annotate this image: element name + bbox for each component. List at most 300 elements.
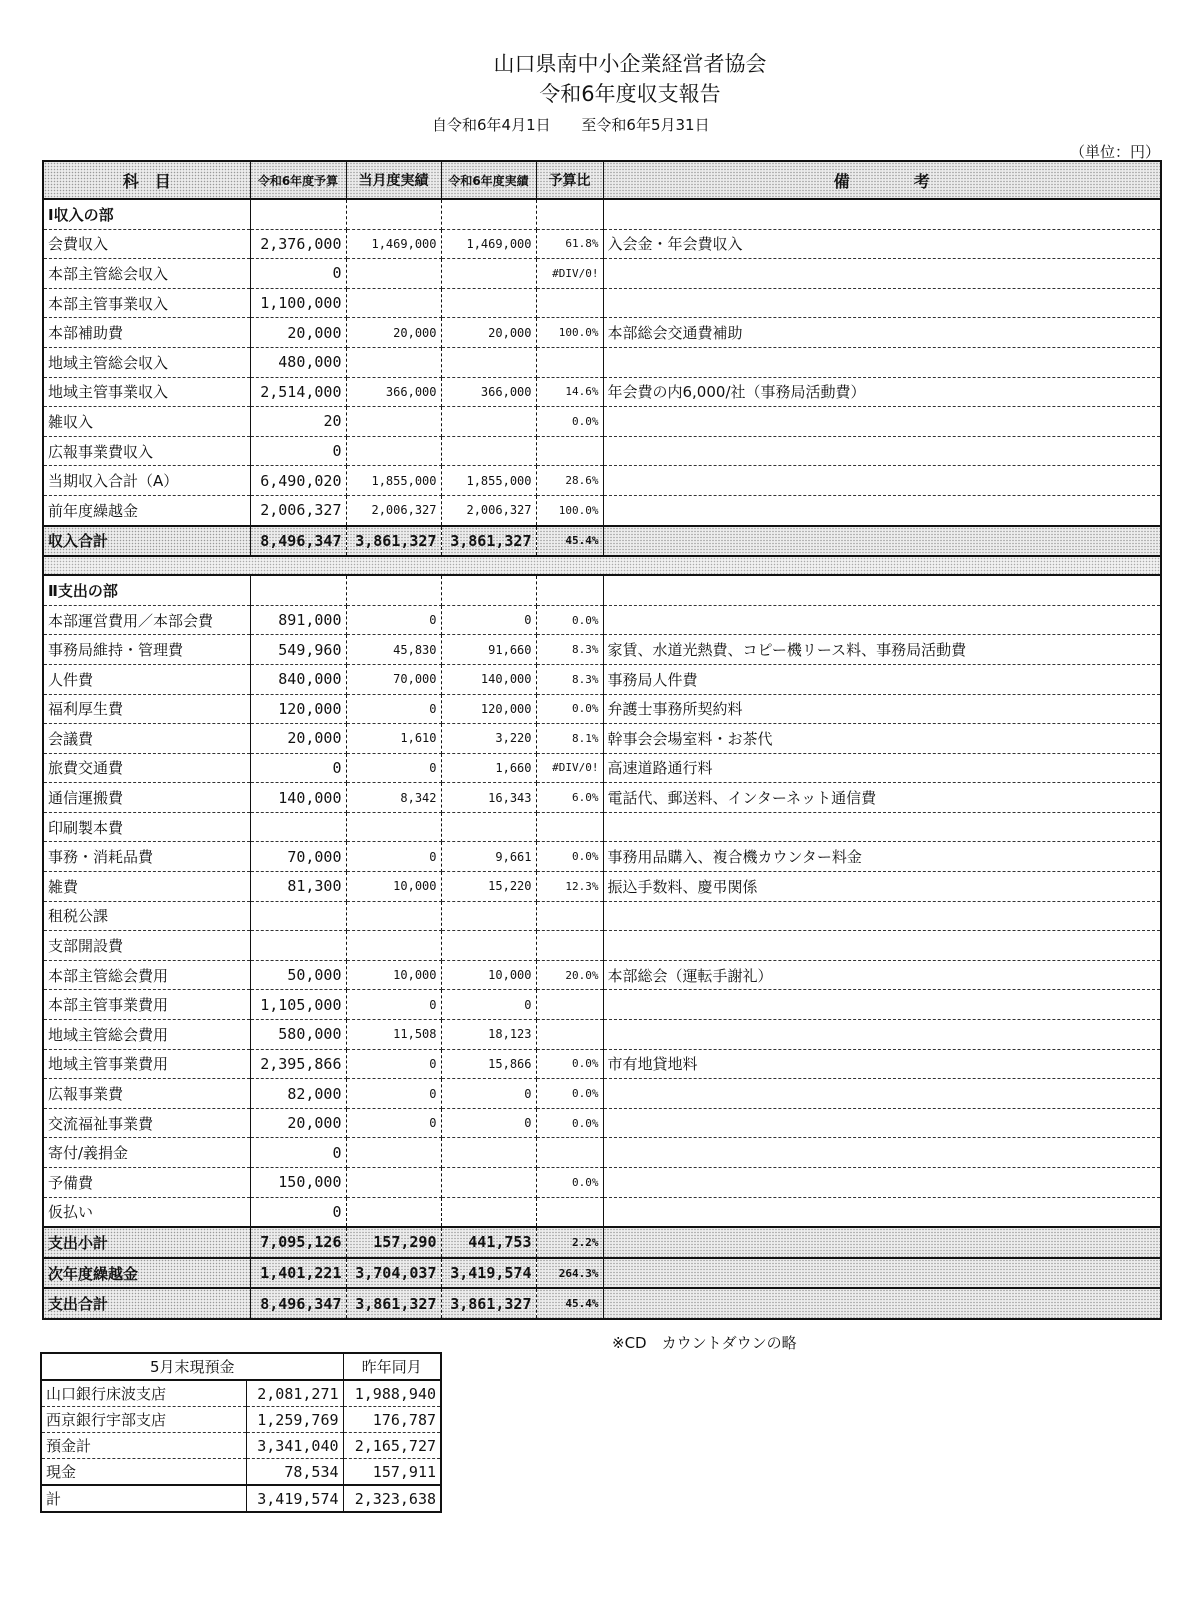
cell-year: 16,343 — [441, 783, 536, 813]
cell-note — [603, 407, 1161, 437]
table-row — [43, 377, 1161, 407]
report-period — [432, 114, 710, 135]
table-row — [43, 1079, 1161, 1109]
cell-item: 交流福祉事業費 — [43, 1108, 250, 1138]
cell-ratio: 0.0% — [536, 1168, 603, 1198]
cell-year: 120,000 — [441, 694, 536, 724]
table-row — [43, 872, 1161, 902]
cell-item: 仮払い — [43, 1197, 250, 1227]
deposit-prev: 176,787 — [343, 1407, 441, 1433]
cell-note — [603, 1108, 1161, 1138]
total-row — [43, 1227, 1161, 1258]
table-row — [43, 635, 1161, 665]
cell-item: 会議費 — [43, 724, 250, 754]
cell-year: 3,861,327 — [441, 526, 536, 557]
cell-ratio: 0.0% — [536, 694, 603, 724]
cell-year: 9,661 — [441, 842, 536, 872]
cell-month — [346, 199, 441, 229]
cell-item: 通信運搬費 — [43, 783, 250, 813]
cell-month: 2,006,327 — [346, 495, 441, 525]
table-row — [43, 694, 1161, 724]
table-row — [43, 1197, 1161, 1227]
deposit-label: 預金計 — [41, 1433, 246, 1459]
cell-note — [603, 1288, 1161, 1319]
cell-note: 家賃、水道光熱費、コピー機リース料、事務局活動費 — [603, 635, 1161, 665]
cell-year: 3,419,574 — [441, 1258, 536, 1289]
cell-budget: 8,496,347 — [250, 1288, 346, 1319]
cell-ratio — [536, 436, 603, 466]
cell-budget: 891,000 — [250, 605, 346, 635]
cell-item: 印刷製本費 — [43, 812, 250, 842]
cell-month: 0 — [346, 605, 441, 635]
cell-ratio — [536, 1197, 603, 1227]
cell-month: 70,000 — [346, 664, 441, 694]
cell-item: 本部運営費用／本部会費 — [43, 605, 250, 635]
deposit-prev-header: 昨年同月 — [343, 1353, 441, 1380]
cell-year — [441, 259, 536, 289]
cell-item: 地域主管事業費用 — [43, 1049, 250, 1079]
cell-ratio — [536, 347, 603, 377]
cell-ratio — [536, 288, 603, 318]
table-row — [43, 318, 1161, 348]
section-row — [43, 199, 1161, 229]
cell-ratio — [536, 1020, 603, 1050]
table-row — [43, 783, 1161, 813]
cell-month — [346, 288, 441, 318]
cell-month: 157,290 — [346, 1227, 441, 1258]
table-row — [43, 812, 1161, 842]
cell-note: 市有地貸地料 — [603, 1049, 1161, 1079]
cell-item: 旅費交通費 — [43, 753, 250, 783]
table-row — [43, 1168, 1161, 1198]
cell-ratio: 100.0% — [536, 495, 603, 525]
cell-ratio: 0.0% — [536, 842, 603, 872]
cell-budget: 549,960 — [250, 635, 346, 665]
cell-item: 本部主管総会費用 — [43, 960, 250, 990]
cell-budget: 1,100,000 — [250, 288, 346, 318]
cell-month: 11,508 — [346, 1020, 441, 1050]
cell-ratio: 45.4% — [536, 526, 603, 557]
table-row — [43, 753, 1161, 783]
cell-month: 8,342 — [346, 783, 441, 813]
deposit-prev: 1,988,940 — [343, 1380, 441, 1407]
cell-ratio — [536, 812, 603, 842]
cell-budget: 7,095,126 — [250, 1227, 346, 1258]
deposit-current: 2,081,271 — [246, 1380, 343, 1407]
cell-note — [603, 1168, 1161, 1198]
table-row — [43, 436, 1161, 466]
cell-note — [603, 526, 1161, 557]
cell-ratio — [536, 990, 603, 1020]
cell-budget: 1,105,000 — [250, 990, 346, 1020]
cell-ratio: 28.6% — [536, 466, 603, 496]
cell-budget: 840,000 — [250, 664, 346, 694]
table-row — [43, 1020, 1161, 1050]
cell-item: 本部補助費 — [43, 318, 250, 348]
cell-month — [346, 901, 441, 931]
cell-note: 入会金・年会費収入 — [603, 229, 1161, 259]
cell-year: 366,000 — [441, 377, 536, 407]
cell-note: 弁護士事務所契約料 — [603, 694, 1161, 724]
cell-note: 本部総会（運転手謝礼） — [603, 960, 1161, 990]
cell-ratio: #DIV/0! — [536, 753, 603, 783]
cell-ratio: 20.0% — [536, 960, 603, 990]
cell-ratio — [536, 575, 603, 605]
cell-note — [603, 1138, 1161, 1168]
table-header-row — [43, 161, 1161, 199]
cell-month — [346, 347, 441, 377]
cell-month: 45,830 — [346, 635, 441, 665]
cell-item: 本部主管総会収入 — [43, 259, 250, 289]
section-label: Ⅰ収入の部 — [43, 199, 250, 229]
table-row — [43, 605, 1161, 635]
cell-note — [603, 605, 1161, 635]
cell-month — [346, 1138, 441, 1168]
cell-ratio: 8.1% — [536, 724, 603, 754]
cell-month: 0 — [346, 842, 441, 872]
cell-ratio: 0.0% — [536, 407, 603, 437]
cell-month: 1,469,000 — [346, 229, 441, 259]
cell-budget: 82,000 — [250, 1079, 346, 1109]
cell-item: 寄付/義捐金 — [43, 1138, 250, 1168]
cell-budget: 6,490,020 — [250, 466, 346, 496]
cell-item: 事務・消耗品費 — [43, 842, 250, 872]
table-row — [43, 407, 1161, 437]
cell-month: 366,000 — [346, 377, 441, 407]
cell-month: 0 — [346, 1079, 441, 1109]
cell-item: 雑費 — [43, 872, 250, 902]
cell-year: 3,220 — [441, 724, 536, 754]
cell-note — [603, 466, 1161, 496]
cell-year — [441, 931, 536, 961]
cell-budget: 1,401,221 — [250, 1258, 346, 1289]
cell-ratio — [536, 901, 603, 931]
cell-month: 10,000 — [346, 960, 441, 990]
cell-note: 本部総会交通費補助 — [603, 318, 1161, 348]
deposit-header: 5月末現預金 — [41, 1353, 343, 1380]
deposit-row — [41, 1407, 441, 1433]
cell-budget: 81,300 — [250, 872, 346, 902]
cell-note: 幹事会会場室料・お茶代 — [603, 724, 1161, 754]
cell-ratio: 8.3% — [536, 635, 603, 665]
cell-year: 3,861,327 — [441, 1288, 536, 1319]
cell-budget: 50,000 — [250, 960, 346, 990]
income-expense-table — [42, 160, 1162, 1320]
cell-budget: 8,496,347 — [250, 526, 346, 557]
cell-year — [441, 812, 536, 842]
deposit-prev: 2,165,727 — [343, 1433, 441, 1459]
cell-item: 広報事業費 — [43, 1079, 250, 1109]
cell-year: 91,660 — [441, 635, 536, 665]
total-row — [43, 1258, 1161, 1289]
cell-budget: 0 — [250, 436, 346, 466]
cell-ratio — [536, 199, 603, 229]
cell-year — [441, 288, 536, 318]
deposit-prev: 157,911 — [343, 1459, 441, 1486]
cell-year — [441, 436, 536, 466]
cell-budget: 480,000 — [250, 347, 346, 377]
cell-ratio: 6.0% — [536, 783, 603, 813]
cell-item: 本部主管事業費用 — [43, 990, 250, 1020]
cell-ratio: 100.0% — [536, 318, 603, 348]
cell-note — [603, 199, 1161, 229]
cell-budget: 0 — [250, 753, 346, 783]
cell-month — [346, 1168, 441, 1198]
cell-year — [441, 407, 536, 437]
cell-note — [603, 1258, 1161, 1289]
cell-note — [603, 1227, 1161, 1258]
deposit-header-row — [41, 1353, 441, 1380]
cell-year — [441, 1197, 536, 1227]
table-row — [43, 259, 1161, 289]
footnote: ※CD カウントダウンの略 — [612, 1334, 797, 1352]
cell-ratio — [536, 931, 603, 961]
cell-item: 当期収入合計（A） — [43, 466, 250, 496]
cell-item: 次年度繰越金 — [43, 1258, 250, 1289]
cell-item: 地域主管総会費用 — [43, 1020, 250, 1050]
deposit-current: 78,534 — [246, 1459, 343, 1486]
table-row — [43, 901, 1161, 931]
report-title: 令和6年度収支報告 — [539, 82, 721, 106]
col-header-year: 令和6年度実績 — [441, 161, 536, 199]
cell-note — [603, 259, 1161, 289]
table-row — [43, 229, 1161, 259]
cell-year — [441, 347, 536, 377]
cell-item: 支出小計 — [43, 1227, 250, 1258]
cell-budget — [250, 812, 346, 842]
section-label: Ⅱ支出の部 — [43, 575, 250, 605]
organization-name: 山口県南中小企業経営者協会 — [493, 52, 767, 76]
cell-note: 振込手数料、慶弔関係 — [603, 872, 1161, 902]
col-header-item: 科 目 — [43, 161, 250, 199]
cell-item: 支出合計 — [43, 1288, 250, 1319]
cell-item: 地域主管総会収入 — [43, 347, 250, 377]
cell-year — [441, 199, 536, 229]
cell-note — [603, 495, 1161, 525]
cell-year: 0 — [441, 1108, 536, 1138]
cell-budget: 0 — [250, 1138, 346, 1168]
cell-note — [603, 575, 1161, 605]
cell-year: 18,123 — [441, 1020, 536, 1050]
cell-year: 1,660 — [441, 753, 536, 783]
cell-note — [603, 901, 1161, 931]
deposit-row — [41, 1459, 441, 1486]
cell-ratio: #DIV/0! — [536, 259, 603, 289]
cell-budget: 580,000 — [250, 1020, 346, 1050]
cell-year: 0 — [441, 605, 536, 635]
divider-cell — [43, 556, 1161, 575]
cell-year: 0 — [441, 990, 536, 1020]
cell-ratio: 0.0% — [536, 605, 603, 635]
cell-note — [603, 1197, 1161, 1227]
cell-month: 3,704,037 — [346, 1258, 441, 1289]
cell-month — [346, 407, 441, 437]
total-row — [43, 1288, 1161, 1319]
cell-note — [603, 1020, 1161, 1050]
period-from: 自令和6年4月1日 — [432, 116, 551, 134]
deposit-row — [41, 1433, 441, 1459]
cell-year — [441, 901, 536, 931]
cell-note — [603, 436, 1161, 466]
cell-item: 支部開設費 — [43, 931, 250, 961]
deposit-row — [41, 1380, 441, 1407]
cell-ratio: 61.8% — [536, 229, 603, 259]
cell-ratio: 8.3% — [536, 664, 603, 694]
cell-item: 前年度繰越金 — [43, 495, 250, 525]
period-to: 至令和6年5月31日 — [581, 116, 710, 134]
cell-ratio — [536, 1138, 603, 1168]
deposit-label: 現金 — [41, 1459, 246, 1486]
cell-item: 地域主管事業収入 — [43, 377, 250, 407]
deposit-row — [41, 1485, 441, 1512]
cell-item: 雑収入 — [43, 407, 250, 437]
table-row — [43, 347, 1161, 377]
cell-note: 高速道路通行料 — [603, 753, 1161, 783]
cell-note — [603, 931, 1161, 961]
cell-ratio: 0.0% — [536, 1108, 603, 1138]
cell-item: 事務局維持・管理費 — [43, 635, 250, 665]
col-header-note: 備 考 — [603, 161, 1161, 199]
table-row — [43, 990, 1161, 1020]
cell-ratio: 45.4% — [536, 1288, 603, 1319]
cell-month: 3,861,327 — [346, 526, 441, 557]
section-divider — [43, 556, 1161, 575]
cell-item: 広報事業費収入 — [43, 436, 250, 466]
cell-budget — [250, 931, 346, 961]
cell-month — [346, 1197, 441, 1227]
table-row — [43, 842, 1161, 872]
cell-budget: 20,000 — [250, 318, 346, 348]
cell-year: 441,753 — [441, 1227, 536, 1258]
cell-year: 1,855,000 — [441, 466, 536, 496]
cell-ratio: 12.3% — [536, 872, 603, 902]
col-header-budget: 令和6年度予算 — [250, 161, 346, 199]
cell-month: 1,610 — [346, 724, 441, 754]
cell-item: 収入合計 — [43, 526, 250, 557]
cell-note — [603, 812, 1161, 842]
table-row — [43, 495, 1161, 525]
cell-budget: 150,000 — [250, 1168, 346, 1198]
cell-month: 3,861,327 — [346, 1288, 441, 1319]
cell-budget: 20 — [250, 407, 346, 437]
cell-ratio: 14.6% — [536, 377, 603, 407]
cell-ratio: 0.0% — [536, 1079, 603, 1109]
cell-year: 15,220 — [441, 872, 536, 902]
cell-budget: 140,000 — [250, 783, 346, 813]
table-row — [43, 1138, 1161, 1168]
cell-note — [603, 288, 1161, 318]
deposit-current: 3,419,574 — [246, 1485, 343, 1512]
cell-note: 事務用品購入、複合機カウンター料金 — [603, 842, 1161, 872]
cell-item: 租税公課 — [43, 901, 250, 931]
deposit-current: 1,259,769 — [246, 1407, 343, 1433]
unit-label: （単位：円） — [1070, 143, 1161, 161]
cell-month — [346, 436, 441, 466]
cell-year — [441, 1138, 536, 1168]
cell-month: 0 — [346, 1108, 441, 1138]
cell-month — [346, 575, 441, 605]
cell-budget — [250, 199, 346, 229]
cell-month — [346, 812, 441, 842]
cell-ratio: 0.0% — [536, 1049, 603, 1079]
cell-note — [603, 347, 1161, 377]
cell-year: 15,866 — [441, 1049, 536, 1079]
cell-ratio: 2.2% — [536, 1227, 603, 1258]
cell-budget: 2,395,866 — [250, 1049, 346, 1079]
cell-ratio: 264.3% — [536, 1258, 603, 1289]
cell-year: 0 — [441, 1079, 536, 1109]
cell-budget — [250, 901, 346, 931]
deposit-current: 3,341,040 — [246, 1433, 343, 1459]
cell-item: 会費収入 — [43, 229, 250, 259]
cell-note — [603, 1079, 1161, 1109]
section-row — [43, 575, 1161, 605]
cell-year: 140,000 — [441, 664, 536, 694]
cell-item: 予備費 — [43, 1168, 250, 1198]
cell-year — [441, 1168, 536, 1198]
cell-month — [346, 931, 441, 961]
cell-month — [346, 259, 441, 289]
table-row — [43, 1049, 1161, 1079]
deposit-table — [40, 1352, 442, 1513]
deposit-prev: 2,323,638 — [343, 1485, 441, 1512]
cell-budget: 2,514,000 — [250, 377, 346, 407]
deposit-label: 西京銀行宇部支店 — [41, 1407, 246, 1433]
deposit-label: 計 — [41, 1485, 246, 1512]
cell-item: 本部主管事業収入 — [43, 288, 250, 318]
cell-budget: 0 — [250, 259, 346, 289]
cell-year: 2,006,327 — [441, 495, 536, 525]
cell-budget: 0 — [250, 1197, 346, 1227]
cell-month: 1,855,000 — [346, 466, 441, 496]
cell-item: 福利厚生費 — [43, 694, 250, 724]
cell-budget — [250, 575, 346, 605]
cell-note — [603, 990, 1161, 1020]
cell-item: 人件費 — [43, 664, 250, 694]
cell-month: 0 — [346, 990, 441, 1020]
cell-budget: 20,000 — [250, 1108, 346, 1138]
total-row — [43, 526, 1161, 557]
cell-month: 0 — [346, 1049, 441, 1079]
cell-budget: 20,000 — [250, 724, 346, 754]
deposit-label: 山口銀行床波支店 — [41, 1380, 246, 1407]
table-row — [43, 466, 1161, 496]
cell-month: 0 — [346, 753, 441, 783]
col-header-ratio: 予算比 — [536, 161, 603, 199]
cell-month: 20,000 — [346, 318, 441, 348]
cell-budget: 70,000 — [250, 842, 346, 872]
cell-budget: 120,000 — [250, 694, 346, 724]
cell-year: 20,000 — [441, 318, 536, 348]
cell-year — [441, 575, 536, 605]
table-row — [43, 960, 1161, 990]
table-row — [43, 724, 1161, 754]
table-row — [43, 664, 1161, 694]
cell-month: 10,000 — [346, 872, 441, 902]
col-header-month: 当月度実績 — [346, 161, 441, 199]
cell-note: 事務局人件費 — [603, 664, 1161, 694]
cell-budget: 2,376,000 — [250, 229, 346, 259]
table-row — [43, 1108, 1161, 1138]
table-row — [43, 931, 1161, 961]
cell-year: 1,469,000 — [441, 229, 536, 259]
cell-note: 年会費の内6,000/社（事務局活動費） — [603, 377, 1161, 407]
cell-budget: 2,006,327 — [250, 495, 346, 525]
table-row — [43, 288, 1161, 318]
cell-note: 電話代、郵送料、インターネット通信費 — [603, 783, 1161, 813]
cell-year: 10,000 — [441, 960, 536, 990]
cell-month: 0 — [346, 694, 441, 724]
